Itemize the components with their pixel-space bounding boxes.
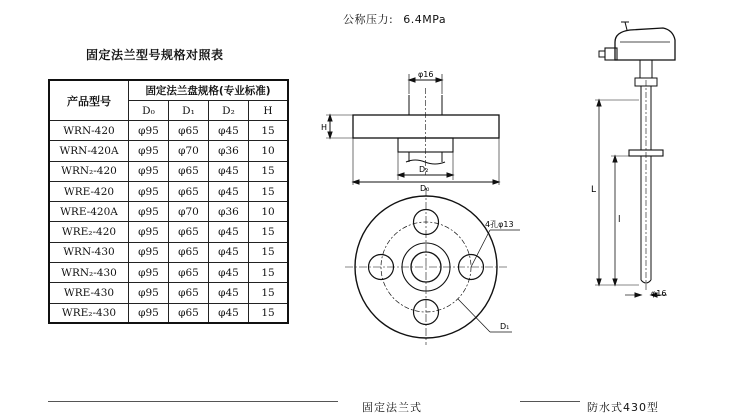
table-row	[49, 283, 288, 303]
model-cell: WRN-420A	[49, 141, 129, 161]
d0-cell: φ95	[129, 202, 169, 222]
d1-cell: φ65	[169, 161, 209, 181]
h-cell: 15	[249, 303, 289, 323]
model-cell: WRE-420A	[49, 202, 129, 222]
d0-cell: φ95	[129, 121, 169, 141]
d0-cell: φ95	[129, 303, 169, 323]
h-cell: 15	[249, 263, 289, 283]
d1-cell: φ70	[169, 141, 209, 161]
dim-holes: 4孔φ13	[485, 220, 514, 229]
col-d0-header: D₀	[129, 101, 169, 121]
d0-cell: φ95	[129, 242, 169, 262]
flange-caption: 固定法兰式	[362, 401, 422, 414]
sensor-drawing	[585, 0, 735, 335]
d1-cell: φ65	[169, 283, 209, 303]
model-cell: WRN-430	[49, 242, 129, 262]
d2-cell: φ45	[209, 181, 249, 201]
model-cell: WRE-420	[49, 181, 129, 201]
d2-cell: φ45	[209, 121, 249, 141]
d1-cell: φ70	[169, 202, 209, 222]
h-cell: 15	[249, 242, 289, 262]
d2-cell: φ45	[209, 283, 249, 303]
d0-cell: φ95	[129, 283, 169, 303]
col-h-header: H	[249, 101, 289, 121]
flange-drawing	[320, 60, 520, 395]
model-cell: WRN₂-420	[49, 161, 129, 181]
d2-cell: φ45	[209, 161, 249, 181]
pressure-label: 公称压力:	[343, 13, 394, 26]
d1-cell: φ65	[169, 263, 209, 283]
table-row	[49, 222, 288, 242]
dim-tip-diameter: φ16	[651, 289, 667, 298]
h-cell: 15	[249, 161, 289, 181]
model-cell: WRN₂-430	[49, 263, 129, 283]
table-row	[49, 161, 288, 181]
dim-d0: D₀	[420, 184, 430, 193]
dim-height: H	[321, 123, 328, 132]
model-cell: WRE₂-420	[49, 222, 129, 242]
flange-spec-header: 固定法兰盘规格(专业标准)	[129, 80, 289, 101]
col-d2-header: D₂	[209, 101, 249, 121]
d1-cell: φ65	[169, 181, 209, 201]
dim-d1: D₁	[500, 322, 510, 331]
table-row	[49, 202, 288, 222]
dim-d2: D₂	[419, 165, 429, 174]
divider-line	[48, 401, 338, 402]
d0-cell: φ95	[129, 263, 169, 283]
d2-cell: φ36	[209, 141, 249, 161]
d0-cell: φ95	[129, 141, 169, 161]
h-cell: 15	[249, 121, 289, 141]
h-cell: 10	[249, 141, 289, 161]
model-cell: WRN-420	[49, 121, 129, 141]
table-row	[49, 181, 288, 201]
h-cell: 15	[249, 283, 289, 303]
table-row	[49, 303, 288, 323]
d0-cell: φ95	[129, 181, 169, 201]
d1-cell: φ65	[169, 303, 209, 323]
d0-cell: φ95	[129, 161, 169, 181]
flange-spec-table	[48, 79, 289, 324]
h-cell: 10	[249, 202, 289, 222]
model-cell: WRE₂-430	[49, 303, 129, 323]
d2-cell: φ45	[209, 242, 249, 262]
dim-l-inner: l	[618, 215, 621, 225]
col-d1-header: D₁	[169, 101, 209, 121]
dim-l: L	[591, 185, 597, 195]
table-row	[49, 263, 288, 283]
d2-cell: φ45	[209, 263, 249, 283]
sensor-caption: 防水式430型	[587, 401, 659, 414]
h-cell: 15	[249, 222, 289, 242]
table-row	[49, 121, 288, 141]
table-row	[49, 141, 288, 161]
d2-cell: φ36	[209, 202, 249, 222]
nominal-pressure	[343, 11, 446, 27]
model-header: 产品型号	[49, 80, 129, 121]
d2-cell: φ45	[209, 303, 249, 323]
model-cell: WRE-430	[49, 283, 129, 303]
h-cell: 15	[249, 181, 289, 201]
divider-line	[520, 401, 580, 402]
pressure-value: 6.4MPa	[403, 13, 447, 26]
dim-top-diameter: φ16	[418, 70, 434, 79]
table-title: 固定法兰型号规格对照表	[86, 48, 224, 62]
d1-cell: φ65	[169, 121, 209, 141]
d1-cell: φ65	[169, 242, 209, 262]
d2-cell: φ45	[209, 222, 249, 242]
table-row	[49, 242, 288, 262]
d0-cell: φ95	[129, 222, 169, 242]
d1-cell: φ65	[169, 222, 209, 242]
